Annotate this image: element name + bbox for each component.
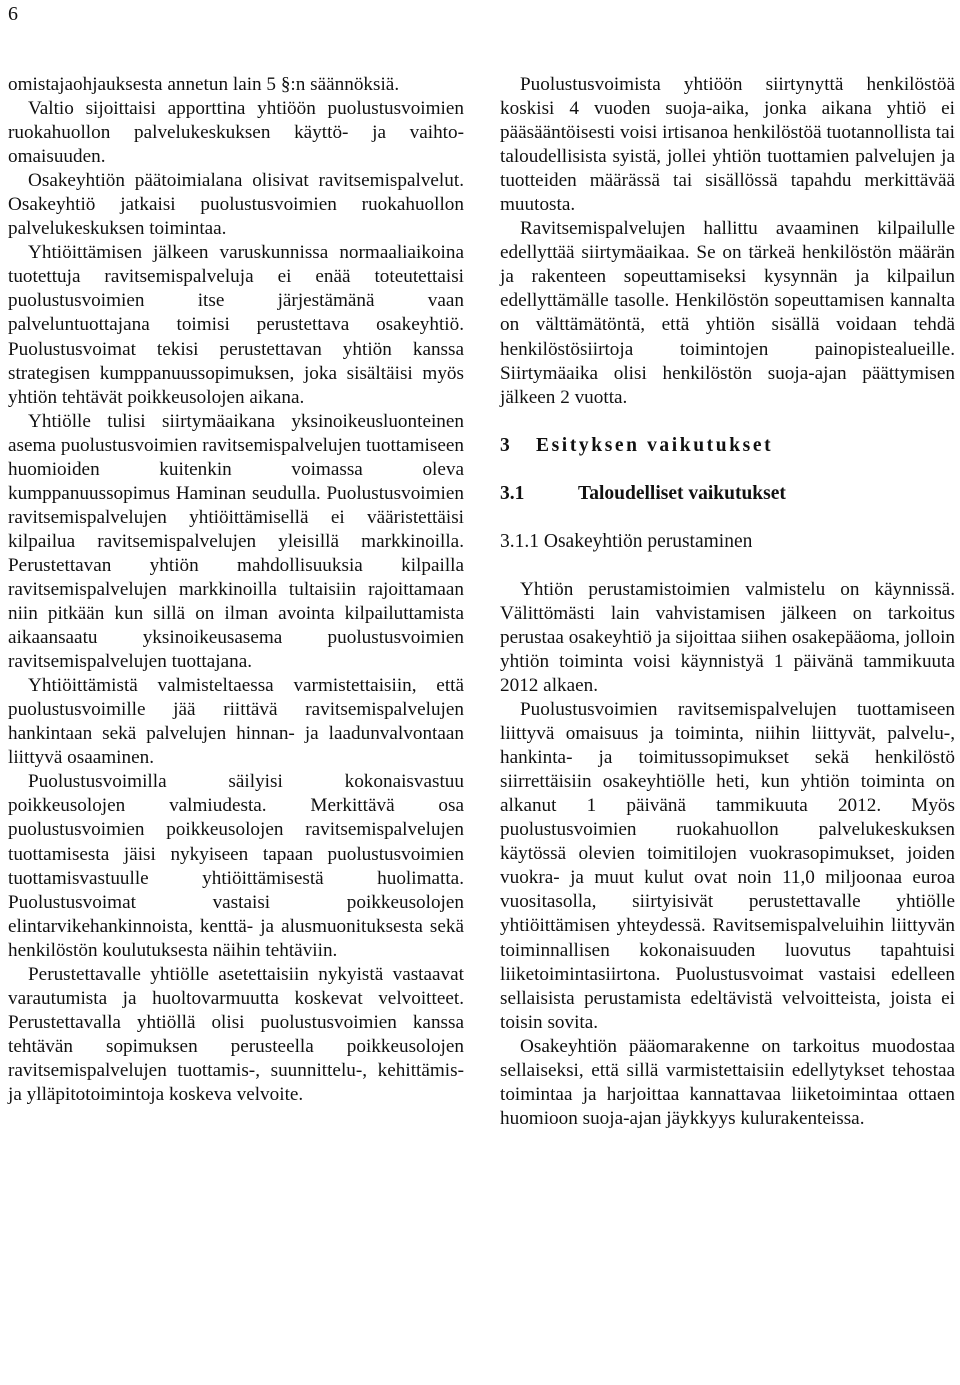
body-paragraph: Puolustusvoimista yhtiöön siirtynyttä henkilöstöä koskisi 4 vuoden suoja-aika, jonka aikana yhtiö ei pääsääntöisesti voisi irtisanoa henkilöstöä tuotannollista tai taloudellisista syistä, jollei yhtiön tuottamien palvelujen ja tuotteiden määrässä tai sisällössä tapahdu merkittävää muutosta. [500, 74, 955, 216]
body-paragraph: Yhtiöittämisen jälkeen varuskunnissa normaaliaikoina tuotettuja ravitsemispalveluja ei enää toteutettaisi puolustusvoimien itse järjestämänä vaan palveluntuottajana toimisi perustettava osakeyhtiö. Puolustusvoimat tekisi perustettavan yhtiön kanssa strategisen kumppanuussopimuksen, joka sisältäisi myös yhtiön tehtävät poikkeusolojen aikana. [8, 242, 464, 408]
page-number: 6 [8, 3, 18, 25]
body-paragraph: Puolustusvoimilla säilyisi kokonaisvastuu poikkeusolojen valmiudesta. Merkittävä osa puolustusvoimien poikkeusolojen ravitsemispalvelujen tuottamisesta jäisi nykyiseen tapaan puolustusvoimien tuottamisvastuulle yhtiöittämisestä huolimatta. Puolustusvoimat vastaisi poikkeusolojen elintarvikehankinnoista, kenttä- ja alusmuonituksesta sekä henkilöstön koulutuksesta näihin tehtäviin. [8, 771, 464, 961]
body-paragraph: Valtio sijoittaisi apporttina yhtiöön puolustusvoimien ruokahuollon palvelukeskuksen käyttö- ja vaihto-omaisuuden. [8, 98, 464, 168]
subsection-heading-title: Taloudelliset vaikutukset [578, 482, 786, 504]
subsection-heading-number: 3.1 [500, 482, 525, 504]
body-paragraph: Perustettavalle yhtiölle asetettaisiin nykyistä vastaavat varautumista ja huoltovarmuutta koskevat velvoitteet. Perustettavalla yhtiöllä olisi puolustusvoimien kanssa tehtävän sopimuksen perusteella poikkeusolojen ravitsemispalvelujen tuottamis-, suunnittelu-, kehittämis- ja ylläpitotoimintoja koskeva velvoite. [8, 963, 464, 1105]
left-column [8, 73, 464, 1107]
body-paragraph: Ravitsemispalvelujen hallittu avaaminen kilpailulle edellyttää siirtymäaikaa. Se on tärkeä henkilöstön määrän ja rakenteen sopeuttamiseksi kysynnän ja kilpailun edellyttämälle tasolle. Henkilöstön sopeuttamisen kannalta on välttämätöntä, että yhtiön sisällä voidaan tehdä henkilöstösiirtoja toimintojen painopistealueille. Siirtymäaika olisi henkilöstön suoja-ajan päättymisen jälkeen 2 vuotta. [500, 218, 955, 408]
body-paragraph: omistajaohjauksesta annetun lain 5 §:n säännöksiä. [8, 74, 400, 95]
subsection-heading [500, 482, 955, 506]
right-column [500, 73, 955, 1131]
section-heading-title: Esityksen vaikutukset [536, 434, 774, 456]
body-paragraph: Yhtiölle tulisi siirtymäaikana yksinoikeusluonteinen asema puolustusvoimien ravitsemispalvelujen tuottamiseen huomioiden kuitenkin voimassa oleva kumppanuussopimus Haminan seudulla. Puolustusvoimien ravitsemispalvelujen yhtiöittämisellä ei vääristettäisi kilpailua ravitsemispalvelujen yleisillä markkinoilla. Perustettavan yhtiön mahdollisuuksia kilpailla ravitsemispalvelujen markkinoilla tultaisiin rajoittamaan niin pitkään kun sillä on ilman avointa kilpailuttamista aikaansaatu yksinoikeusasema puolustusvoimien ravitsemispalvelujen tuottajana. [8, 410, 464, 673]
section-heading-number: 3 [500, 434, 510, 456]
body-paragraph: Yhtiöittämistä valmisteltaessa varmistettaisiin, että puolustusvoimille jää riittävä ravitsemispalvelujen hankintaan sekä palvelujen hinnan- ja laadunvalvontaan liittyvä osaaminen. [8, 675, 464, 769]
section-heading [500, 434, 955, 458]
subsubsection-heading: 3.1.1 Osakeyhtiön perustaminen [500, 530, 753, 552]
body-paragraph: Yhtiön perustamistoimien valmistelu on käynnissä. Välittömästi lain vahvistamisen jälkeen on tarkoitus perustaa osakeyhtiö ja sijoittaa siihen osakepääoma, jolloin yhtiön toiminta voisi käynnistyä 1 päivänä tammikuuta 2012 alkaen. [500, 578, 955, 696]
body-paragraph: Osakeyhtiön pääomarakenne on tarkoitus muodostaa sellaiseksi, että sillä varmistettaisiin edellytykset tehostaa toimintaa ja harjoittaa kannattavaa liiketoimintaa ottaen huomioon suoja-ajan jäykkyys kulurakenteissa. [500, 1035, 955, 1129]
body-paragraph: Osakeyhtiön päätoimialana olisivat ravitsemispalvelut. Osakeyhtiö jatkaisi puolustusvoimien ruokahuollon palvelukeskuksen toimintaa. [8, 170, 464, 240]
body-paragraph: Puolustusvoimien ravitsemispalvelujen tuottamiseen liittyvä omaisuus ja toiminta, niihin liittyvät, palvelu-, hankinta- ja toimitussopimukset sekä henkilöstö siirrettäisiin osakeyhtiölle heti, kun yhtiön toiminta on alkanut 1 päivänä tammikuuta 2012. Myös puolustusvoimien ruokahuollon palvelukeskuksen käytössä olevien toimitilojen vuokrasopimukset, joiden vuokra- ja muut kulut ovat noin 11,0 miljoonaa euroa vuositasolla, siirtyisivät perustettavalle yhtiölle yhtiöittämisen yhteydessä. Ravitsemispalveluihin liittyvän toiminnallisen kokonaisuuden luovutus tapahtuisi liiketoimintasiirtona. Puolustusvoimat vastaisi edelleen sellaisista perustamista edeltävistä velvoitteista, joista ei toisin sovita. [500, 699, 955, 1033]
